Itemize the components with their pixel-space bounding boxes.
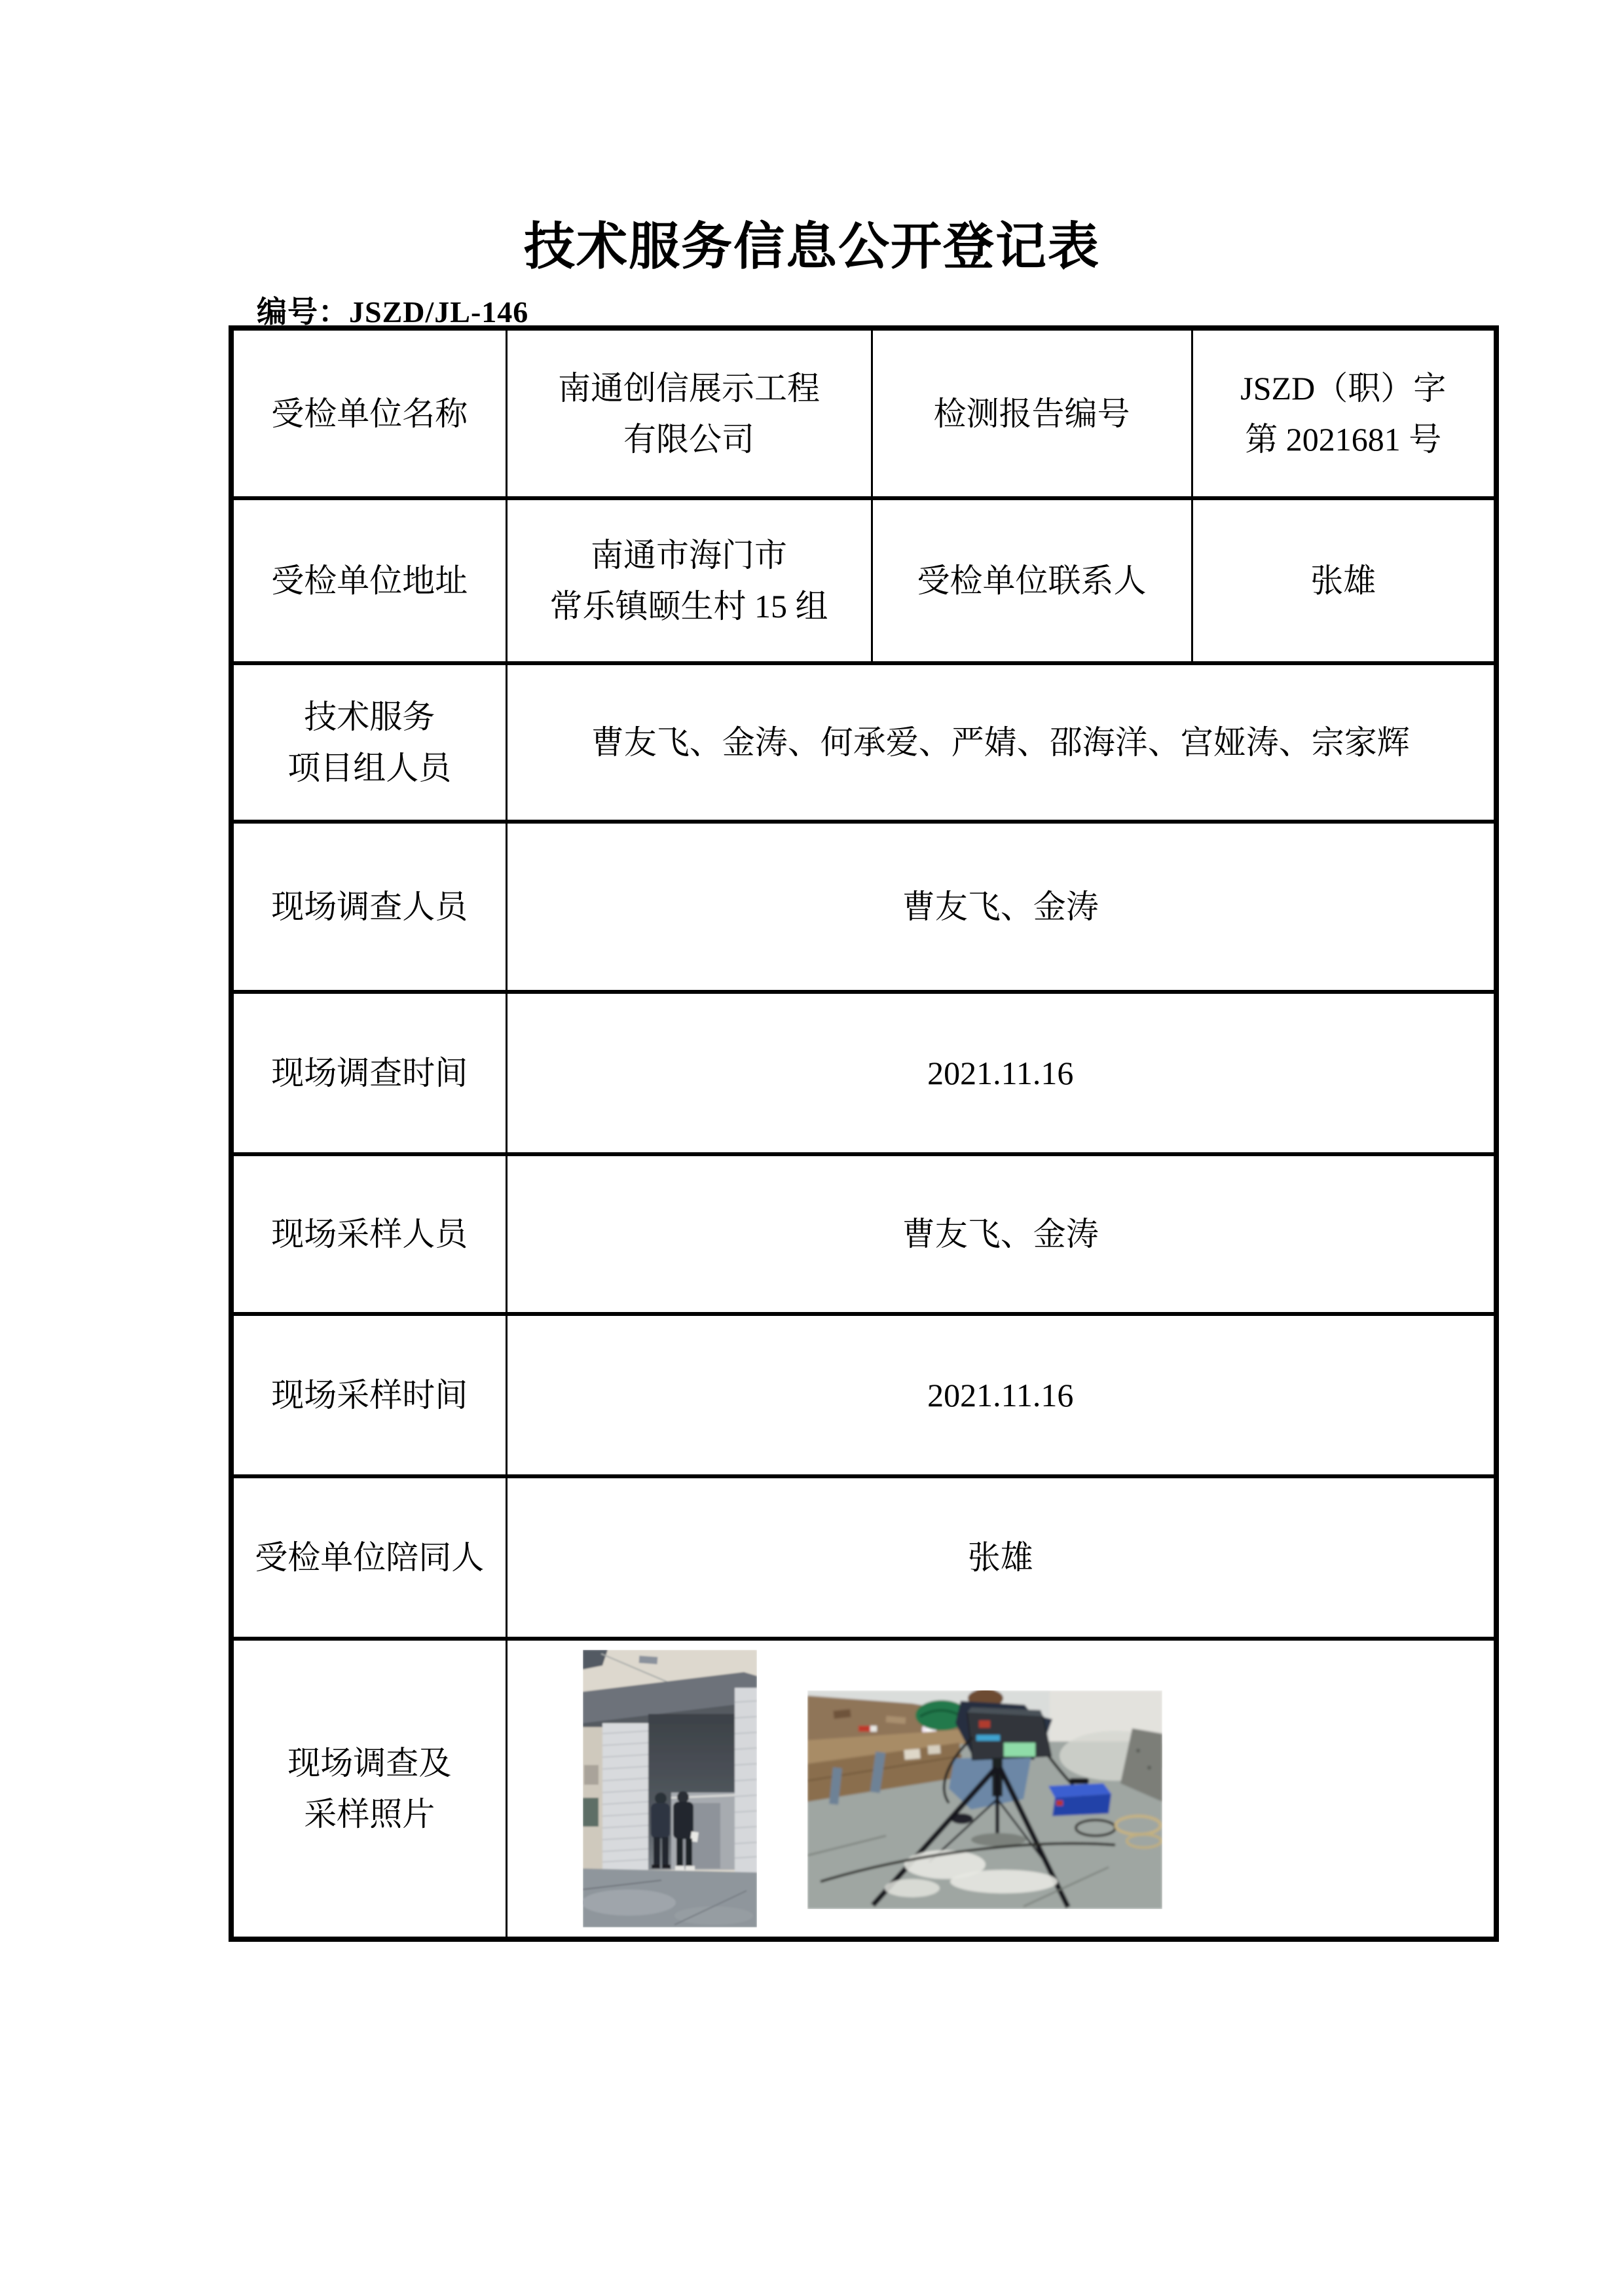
table-row-sampling-personnel xyxy=(231,1154,1496,1314)
cell-site-photos xyxy=(506,1639,1496,1939)
label-text: 现场采样人员 xyxy=(271,1216,468,1252)
label-text: 检测报告编号 xyxy=(933,395,1130,432)
value-line: JSZD（职）字 xyxy=(1240,369,1447,407)
cell-accompanying-person-value xyxy=(506,1476,1496,1639)
measurement-instrument xyxy=(967,1707,1051,1760)
table-row-unit-name xyxy=(231,328,1496,498)
cell-report-no-value xyxy=(1192,328,1496,498)
doc-number-value: JSZD/JL-146 xyxy=(349,295,529,329)
label-text: 受检单位名称 xyxy=(271,395,468,432)
label-text: 现场调查及 xyxy=(287,1745,452,1781)
cell-sampling-personnel-label xyxy=(231,1154,506,1314)
label-text: 受检单位联系人 xyxy=(917,562,1147,599)
value-line: 有限公司 xyxy=(623,420,754,458)
label-text: 技术服务 xyxy=(304,699,435,735)
label-text: 采样照片 xyxy=(304,1796,435,1832)
value-line: 曹友飞、金涛、何承爱、严婧、邵海洋、宫娅涛、宗家辉 xyxy=(591,724,1410,761)
doc-number-label: 编号： xyxy=(257,295,349,329)
cell-report-no-label xyxy=(872,328,1192,498)
label-text: 受检单位陪同人 xyxy=(255,1539,485,1576)
table-row-unit-address xyxy=(231,498,1496,663)
photo-container xyxy=(507,1641,1494,1937)
cell-survey-personnel-label xyxy=(231,822,506,992)
cell-survey-date-label xyxy=(231,992,506,1154)
cell-unit-name-label xyxy=(231,328,506,498)
cell-accompanying-person-label xyxy=(231,1476,506,1639)
label-text: 受检单位地址 xyxy=(271,562,468,599)
cell-sampling-date-value xyxy=(506,1314,1496,1476)
building-entrance-photo xyxy=(583,1650,757,1927)
value-line: 曹友飞、金涛 xyxy=(902,888,1099,925)
value-line: 2021.11.16 xyxy=(927,1377,1074,1413)
label-text: 现场调查人员 xyxy=(271,888,468,925)
table-row-sampling-date xyxy=(231,1314,1496,1476)
cell-project-team-value xyxy=(506,663,1496,822)
table-row-accompanying-person xyxy=(231,1476,1496,1639)
cell-site-photos-label xyxy=(231,1639,506,1939)
cell-survey-date-value xyxy=(506,992,1496,1154)
cell-unit-name-value xyxy=(506,328,872,498)
page-title: 技术服务信息公开登记表 xyxy=(523,218,1100,275)
cell-survey-personnel-value xyxy=(506,822,1496,992)
label-text: 现场采样时间 xyxy=(271,1377,468,1413)
cell-sampling-date-label xyxy=(231,1314,506,1476)
table-row-survey-date xyxy=(231,992,1496,1154)
label-text: 现场调查时间 xyxy=(271,1055,468,1091)
value-line: 曹友飞、金涛 xyxy=(902,1216,1099,1252)
cell-unit-address-value xyxy=(506,498,872,663)
table-row-survey-personnel xyxy=(231,822,1496,992)
value-line: 2021.11.16 xyxy=(927,1055,1074,1091)
table-row-project-team xyxy=(231,663,1496,822)
value-line: 张雄 xyxy=(1310,562,1376,599)
value-line: 南通创信展示工程 xyxy=(558,369,820,407)
registration-table xyxy=(229,325,1499,1942)
table-row-site-photos xyxy=(231,1639,1496,1939)
cell-contact-value xyxy=(1192,498,1496,663)
label-text: 项目组人员 xyxy=(287,750,452,786)
value-line: 南通市海门市 xyxy=(591,537,787,574)
cell-contact-label xyxy=(872,498,1192,663)
sampling-equipment-photo xyxy=(807,1690,1162,1909)
cell-sampling-personnel-value xyxy=(506,1154,1496,1314)
value-line: 常乐镇颐生村 15 组 xyxy=(549,588,828,625)
value-line: 第 2021681 号 xyxy=(1245,420,1442,458)
cell-unit-address-label xyxy=(231,498,506,663)
value-line: 张雄 xyxy=(967,1539,1033,1576)
cell-project-team-label xyxy=(231,663,506,822)
